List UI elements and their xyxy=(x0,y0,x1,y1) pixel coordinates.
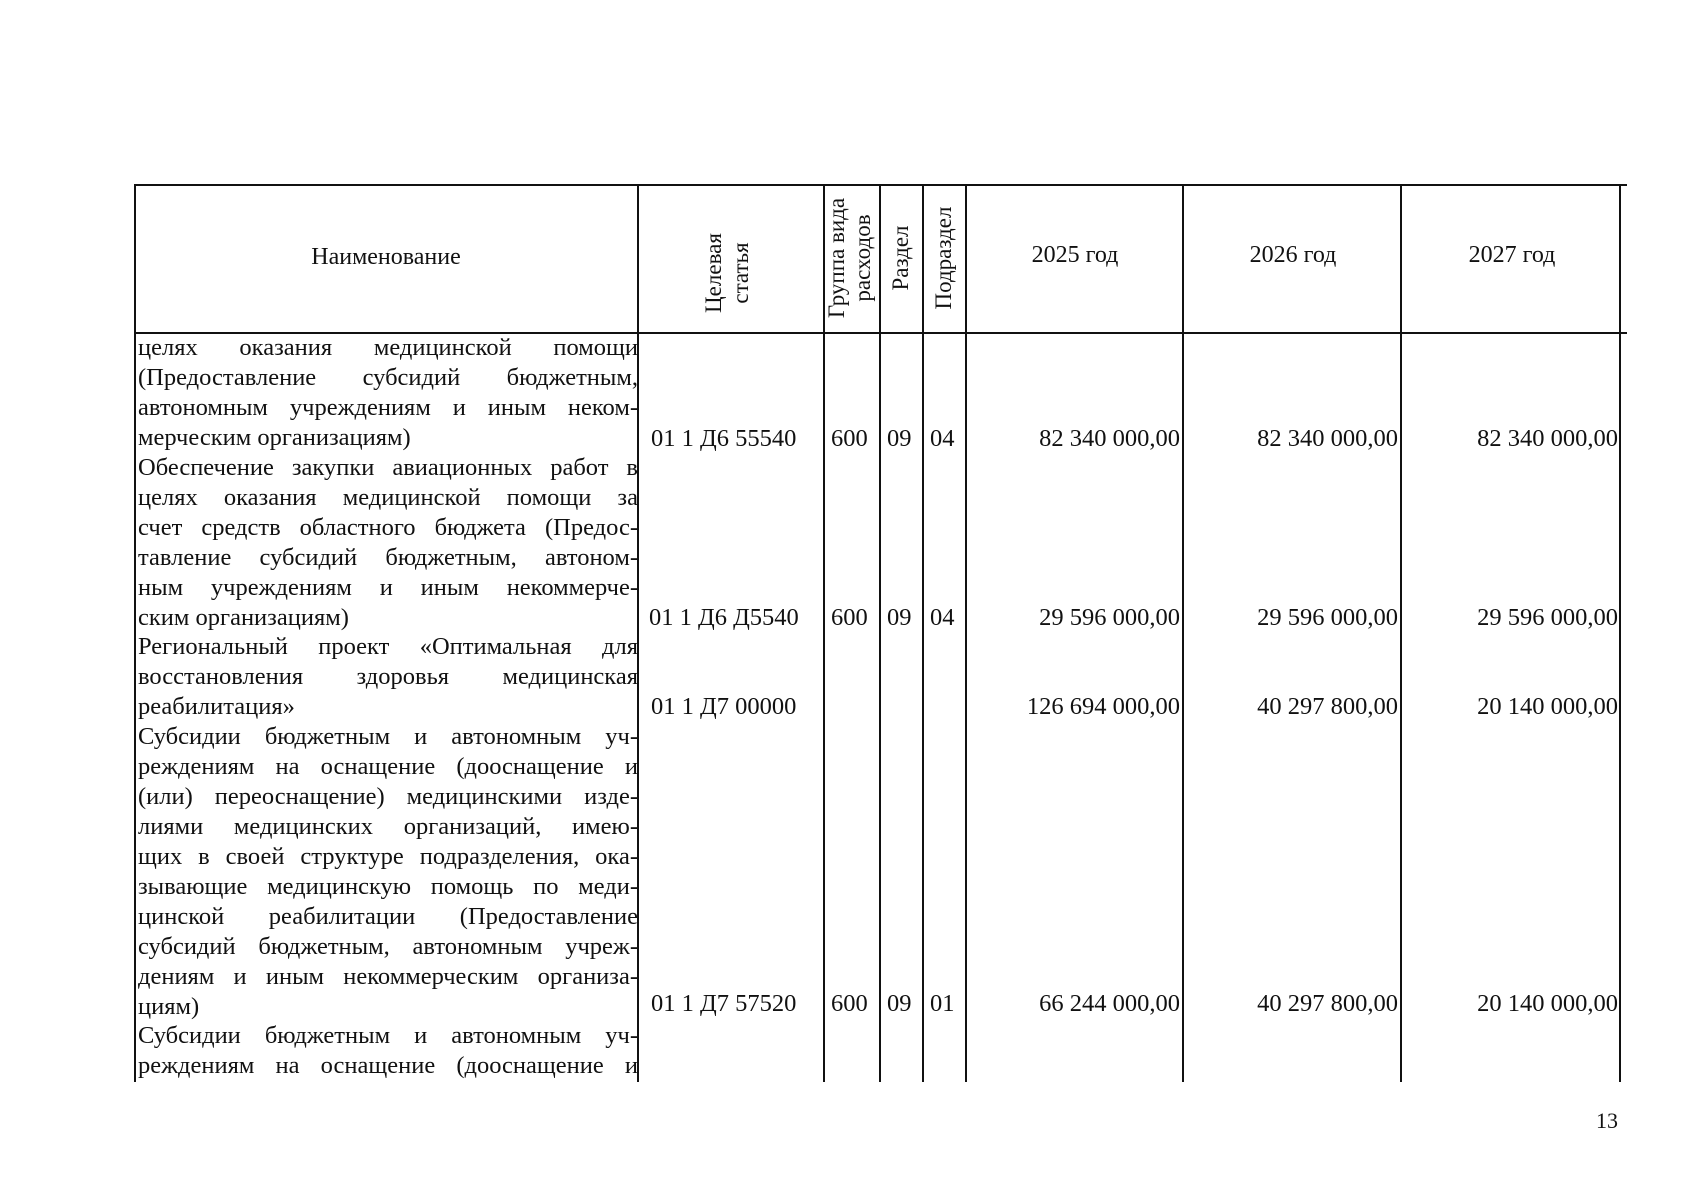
row-4-2027: 20 140 000,00 xyxy=(1477,990,1618,1017)
col-border-section xyxy=(922,184,924,1082)
row-3-line-1: Региональный проект «Оптимальная для xyxy=(138,633,638,660)
header-target-article xyxy=(700,200,758,346)
row-4-line-4: лиями медицинских организаций, имею- xyxy=(138,813,638,840)
page-number: 13 xyxy=(1596,1108,1618,1133)
row-1-line-3: автономным учреждениям и иным неком- xyxy=(138,394,638,421)
row-1-2027: 82 340 000,00 xyxy=(1477,425,1618,452)
row-4-2026: 40 297 800,00 xyxy=(1257,990,1398,1017)
col-border-subsection xyxy=(965,184,967,1082)
header-expense-group xyxy=(824,185,878,331)
row-1-2025: 82 340 000,00 xyxy=(1039,425,1180,452)
row-2-code: 01 1 Д6 Д5540 xyxy=(649,604,799,631)
col-border-left xyxy=(134,184,136,1082)
row-2-line-1: Обеспечение закупки авиационных работ в xyxy=(138,454,638,481)
row-1-subsection: 04 xyxy=(930,425,955,452)
row-2-line-5: ным учреждениям и иным некоммерче- xyxy=(138,574,638,601)
row-2-group: 600 xyxy=(831,604,868,631)
row-3-name xyxy=(138,632,638,722)
row-2-2025: 29 596 000,00 xyxy=(1039,604,1180,631)
row-3-2025: 126 694 000,00 xyxy=(1026,693,1180,720)
row-4-line-5: щих в своей структуре подразделения, ока- xyxy=(138,843,638,870)
header-target-article-line1: Целевая xyxy=(701,233,726,313)
row-2-2026: 29 596 000,00 xyxy=(1257,604,1398,631)
row-4-subsection: 01 xyxy=(930,990,955,1017)
header-2025: 2025 год xyxy=(1031,242,1119,268)
row-2-line-6: ским организациям) xyxy=(138,604,349,631)
col-border-group xyxy=(879,184,881,1082)
row-2-line-4: тавление субсидий бюджетным, автоном- xyxy=(138,544,638,571)
header-expense-group-line2: расходов xyxy=(850,214,875,302)
row-1-code: 01 1 Д6 55540 xyxy=(651,425,797,452)
row-2-subsection: 04 xyxy=(930,604,955,631)
row-4-line-8: субсидий бюджетным, автономным учреж- xyxy=(138,933,638,960)
row-4-line-2: реждениям на оснащение (дооснащение и xyxy=(138,753,638,780)
row-1-2026: 82 340 000,00 xyxy=(1257,425,1398,452)
row-1-name xyxy=(138,333,638,453)
header-subsection: Подраздел xyxy=(931,206,956,310)
row-4-line-10: циям) xyxy=(138,993,200,1020)
col-border-right xyxy=(1619,184,1621,1082)
row-5-line-2: реждениям на оснащение (дооснащение и xyxy=(138,1052,638,1079)
row-1-line-4: мерческим организациям) xyxy=(138,424,411,451)
row-3-line-3: реабилитация» xyxy=(138,693,295,720)
row-4-line-7: цинской реабилитации (Предоставление xyxy=(138,903,638,930)
row-2-line-3: счет средств областного бюджета (Предос- xyxy=(138,514,638,541)
row-5-line-1: Субсидии бюджетным и автономным уч- xyxy=(138,1022,638,1049)
row-4-line-3: (или) переоснащение) медицинскими изде- xyxy=(138,783,638,810)
header-section: Раздел xyxy=(888,225,913,291)
row-3-code: 01 1 Д7 00000 xyxy=(651,693,797,720)
row-2-section: 09 xyxy=(887,604,912,631)
row-4-2025: 66 244 000,00 xyxy=(1039,990,1180,1017)
header-name: Наименование xyxy=(311,244,461,270)
row-3-2026: 40 297 800,00 xyxy=(1257,693,1398,720)
col-border-2025 xyxy=(1182,184,1184,1082)
row-4-section: 09 xyxy=(887,990,912,1017)
row-4-name xyxy=(138,722,638,1022)
row-4-line-1: Субсидии бюджетным и автономным уч- xyxy=(138,723,638,750)
row-1-line-2: (Предоставление субсидий бюджетным, xyxy=(138,364,638,391)
header-expense-group-line1: Группа вида xyxy=(824,197,849,319)
row-4-line-9: дениям и иным некоммерческим организа- xyxy=(138,963,638,990)
row-3-line-2: восстановления здоровья медицинская xyxy=(138,663,638,690)
row-1-line-1: целях оказания медицинской помощи xyxy=(138,334,638,361)
row-2-line-2: целях оказания медицинской помощи за xyxy=(138,484,638,511)
row-3-2027: 20 140 000,00 xyxy=(1477,693,1618,720)
header-2027: 2027 год xyxy=(1468,242,1556,268)
row-2-name xyxy=(138,453,638,633)
row-4-group: 600 xyxy=(831,990,868,1017)
col-border-2026 xyxy=(1400,184,1402,1082)
row-4-line-6: зывающие медицинскую помощь по меди- xyxy=(138,873,638,900)
header-target-article-line2: статья xyxy=(728,242,753,304)
row-1-section: 09 xyxy=(887,425,912,452)
header-2026: 2026 год xyxy=(1249,242,1337,268)
row-1-group: 600 xyxy=(831,425,868,452)
row-5-name xyxy=(138,1021,638,1081)
row-4-code: 01 1 Д7 57520 xyxy=(651,990,797,1017)
row-2-2027: 29 596 000,00 xyxy=(1477,604,1618,631)
